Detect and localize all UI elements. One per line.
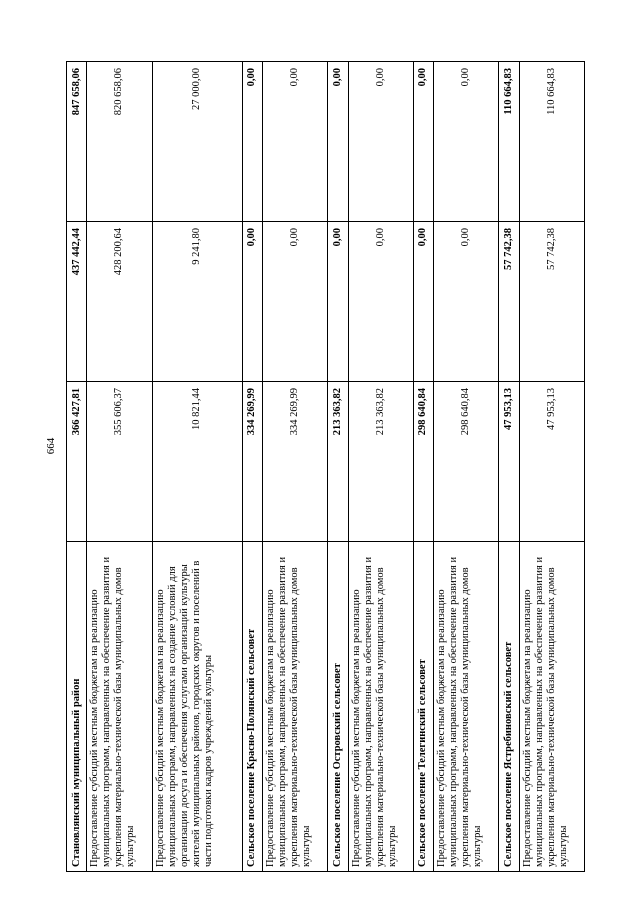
- budget-table: [66, 61, 585, 872]
- row-value-1: 213 363,82: [328, 382, 348, 542]
- row-value-3: 0,00: [262, 62, 327, 222]
- row-value-2: 57 742,38: [499, 222, 519, 382]
- row-value-1: 355 606,37: [87, 382, 152, 542]
- row-value-1: 47 953,13: [519, 382, 584, 542]
- row-value-1: 366 427,81: [67, 382, 87, 542]
- row-value-1: 298 640,84: [413, 382, 433, 542]
- row-value-2: 0,00: [242, 222, 262, 382]
- row-value-3: 847 658,06: [67, 62, 87, 222]
- row-name: Предоставление субсидий местным бюджетам на реализацию муниципальных программ, направленных на создание условий для организации досуга и обеспечения услугами организаций культуры жителей муниципальных районов, городских округов и поселений в части подготовки кадров учреждений культуры: [152, 542, 242, 872]
- row-value-3: 110 664,83: [499, 62, 519, 222]
- table-row: [434, 62, 499, 872]
- row-value-3: 27 000,00: [152, 62, 242, 222]
- row-value-1: 298 640,84: [434, 382, 499, 542]
- table-row-group: [328, 62, 348, 872]
- row-value-3: 0,00: [242, 62, 262, 222]
- row-value-2: 0,00: [434, 222, 499, 382]
- row-name: Предоставление субсидий местным бюджетам на реализацию муниципальных программ, направленных на обеспечение развития и укрепления материально-технической базы муниципальных домов культуры: [87, 542, 152, 872]
- table-row: [87, 62, 152, 872]
- row-name: Сельское поселение Ястребиновский сельсовет: [499, 542, 519, 872]
- table-row-group: [242, 62, 262, 872]
- row-value-2: 57 742,38: [519, 222, 584, 382]
- table-row-group: [413, 62, 433, 872]
- row-value-2: 0,00: [328, 222, 348, 382]
- row-value-3: 0,00: [328, 62, 348, 222]
- row-value-2: 9 241,80: [152, 222, 242, 382]
- row-value-1: 334 269,99: [262, 382, 327, 542]
- table-row: [348, 62, 413, 872]
- table-row-group: [499, 62, 519, 872]
- row-name: Становлянский муниципальный район: [67, 542, 87, 872]
- row-name: Предоставление субсидий местным бюджетам на реализацию муниципальных программ, направленных на обеспечение развития и укрепления материально-технической базы муниципальных домов культуры: [262, 542, 327, 872]
- table-row: [152, 62, 242, 872]
- row-value-3: 0,00: [413, 62, 433, 222]
- row-name: Предоставление субсидий местным бюджетам на реализацию муниципальных программ, направленных на обеспечение развития и укрепления материально-технической базы муниципальных домов культуры: [348, 542, 413, 872]
- table-row-group: [67, 62, 87, 872]
- row-name: Предоставление субсидий местным бюджетам на реализацию муниципальных программ, направленных на обеспечение развития и укрепления материально-технической базы муниципальных домов культуры: [519, 542, 584, 872]
- row-value-2: 428 200,64: [87, 222, 152, 382]
- row-name: Предоставление субсидий местным бюджетам на реализацию муниципальных программ, направленных на обеспечение развития и укрепления материально-технической базы муниципальных домов культуры: [434, 542, 499, 872]
- row-value-2: 437 442,44: [67, 222, 87, 382]
- row-value-1: 47 953,13: [499, 382, 519, 542]
- row-value-3: 0,00: [434, 62, 499, 222]
- row-name: Сельское поселение Красно-Полянский сельсовет: [242, 542, 262, 872]
- row-value-3: 0,00: [348, 62, 413, 222]
- page-number: 664: [45, 437, 57, 455]
- rotated-table-container: [66, 62, 585, 872]
- row-value-1: 334 269,99: [242, 382, 262, 542]
- table-row: [262, 62, 327, 872]
- row-value-1: 213 363,82: [348, 382, 413, 542]
- table-row: [519, 62, 584, 872]
- row-value-3: 820 658,06: [87, 62, 152, 222]
- row-name: Сельское поселение Телегинский сельсовет: [413, 542, 433, 872]
- row-value-2: 0,00: [262, 222, 327, 382]
- row-value-3: 110 664,83: [519, 62, 584, 222]
- row-value-2: 0,00: [413, 222, 433, 382]
- row-value-1: 10 821,44: [152, 382, 242, 542]
- row-value-2: 0,00: [348, 222, 413, 382]
- row-name: Сельское поселение Островский сельсовет: [328, 542, 348, 872]
